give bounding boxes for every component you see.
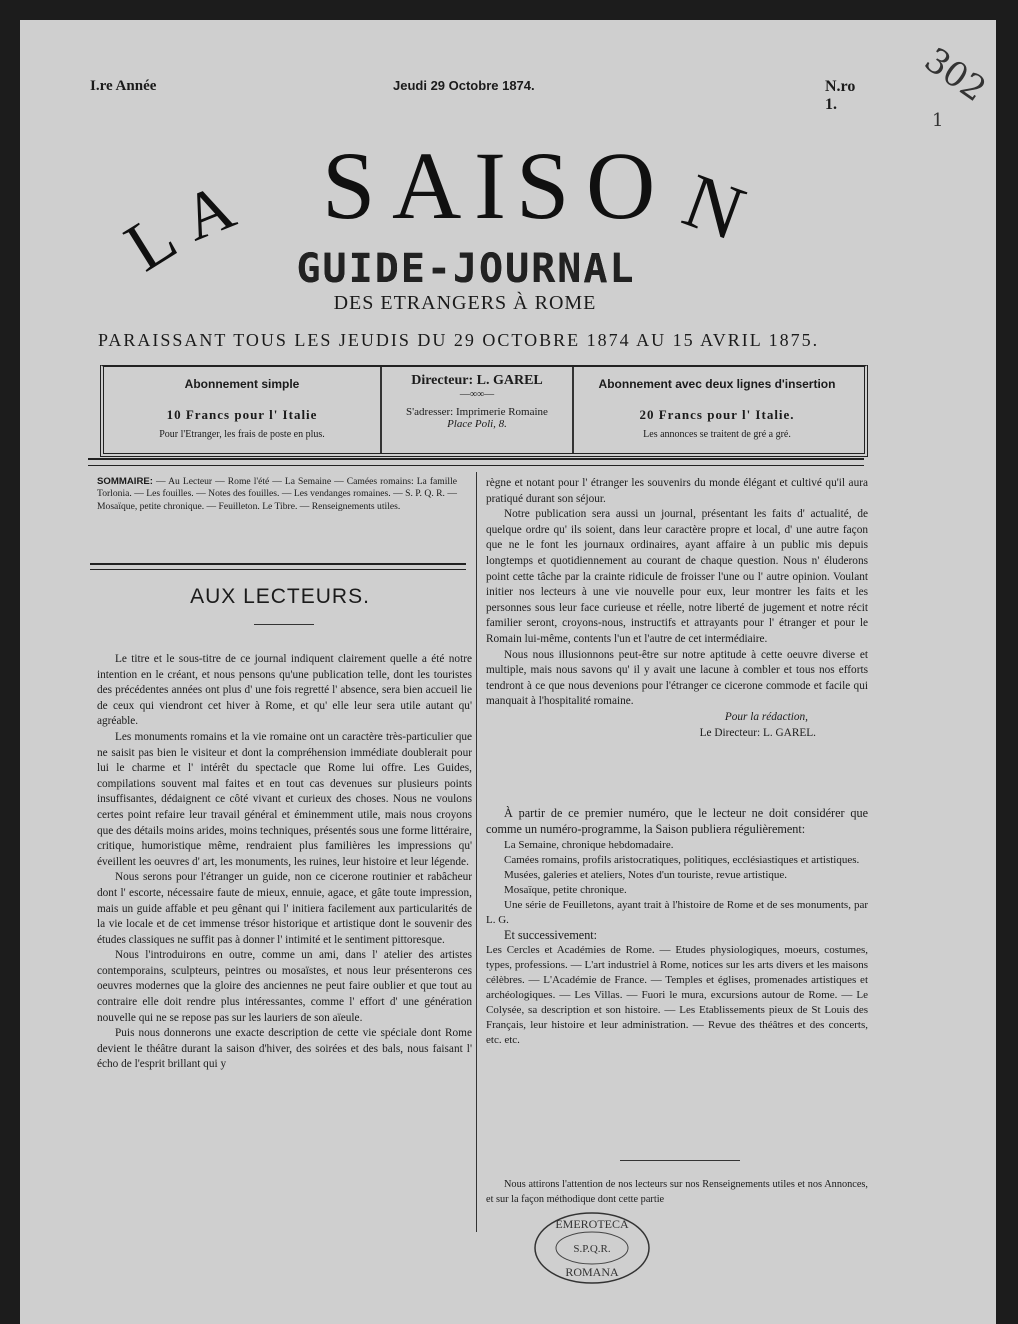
paragraph: Notre publication sera aussi un journal, présentant les faits d' actualité, de quelque ordre qu' ils soient, dans leur caractère propre et local, d' une autre façon que ne le font les journaux ordinaires, ayant affaire à un public mis depuis longtemps et quotidiennement au courant de chaque question. Nous n' éluderons point cette tâche par la crainte ridicule de froisser l'une ou l' autre opinion. Voulant initier nos lecteurs à une vie nouvelle pour eux, leur montrer les faits et les personnes sous leur face curieuse et réelle, notre liberté de jugement et notre récit familier seront, croyons-nous, instructifs et attrayants pour l' étranger et pour le Romain lui-même, contents l'un et l'autre de cet intermédiaire.	[486, 508, 868, 645]
article-left-column	[97, 652, 472, 1073]
insertion-subscription-heading: Abonnement avec deux lignes d'insertion	[598, 377, 836, 391]
masthead-subtitle-2: DES ETRANGERS À ROME	[333, 292, 597, 314]
title-letter: L	[112, 198, 190, 287]
title-letter: I	[474, 132, 506, 239]
footer-paragraph: Nous attirons l'attention de nos lecteurs sur nos Renseignements utiles et nos Annonces, et sur la façon méthodique dont cette partie	[486, 1179, 868, 1205]
programme-item: Une série de Feuilletons, ayant trait à l'histoire de Rome et de ses monuments, par L. G.	[486, 898, 868, 926]
signature-line-2: Le Directeur: L. GAREL.	[699, 726, 816, 739]
programme-item: Camées romains, profils aristocratiques, politiques, ecclésiastiques et artistiques.	[504, 853, 860, 866]
subscription-box	[100, 365, 868, 457]
footer-note	[486, 1177, 868, 1207]
simple-subscription	[104, 367, 382, 453]
sommaire-rule	[90, 563, 466, 570]
title-letter: S	[516, 132, 570, 239]
svg-text:EMEROTECA: EMEROTECA	[555, 1217, 629, 1231]
programme-list: Les Cercles et Académies de Rome. — Etudes physiologiques, moeurs, costumes, types, professions. — L'art industriel à Rome, notices sur les arts divers et les maisons célèbres. — L'Académie de France. — Temples et églises, promenades artistiques et archéologiques. — Les Villas. — Fuori le mura, excursions autour de Rome. — Le Colysée, sa description et son histoire. — Les Etablissements pieux de St Louis des Français, leur histoire et leur administration. — Revue des théâtres et des concerts, etc. etc.	[486, 944, 868, 1047]
handwritten-page-number: 1	[932, 110, 944, 131]
insertion-subscription-note: Les annonces se traitent de gré a gré.	[643, 429, 791, 440]
simple-subscription-price: 10 Francs pour l' Italie	[166, 407, 318, 422]
publication-dates: PARAISSANT TOUS LES JEUDIS DU 29 OCTOBRE 1874 AU 15 AVRIL 1875.	[98, 330, 820, 350]
title-letter: N	[672, 156, 756, 258]
director-place: Place Poli, 8.	[447, 418, 507, 430]
svg-text:S.P.Q.R.: S.P.Q.R.	[573, 1243, 611, 1255]
stamp-seal-icon	[532, 1210, 652, 1286]
director-info	[382, 367, 574, 453]
programme-intro: À partir de ce premier numéro, que le lecteur ne doit considérer que comme un numéro-programme, la Saison publiera régulièrement:	[486, 806, 868, 836]
library-stamp	[532, 1210, 652, 1286]
simple-subscription-note: Pour l'Etranger, les frais de poste en plus.	[159, 429, 325, 440]
insertion-subscription	[574, 367, 860, 453]
sommaire-text: — Au Lecteur — Rome l'été — La Semaine — Camées romains: La famille Torlonia. — Les fouilles. — Notes des fouilles. — Les vendanges romaines. — S. P. Q. R. — Mosaïque, petite chronique. — Feuilleton. Le Tibre. — Renseignements utiles.	[97, 476, 457, 512]
title-letter: A	[172, 169, 245, 256]
svg-text:ROMANA: ROMANA	[565, 1265, 619, 1279]
successivement: Et successivement:	[504, 927, 598, 942]
paragraph: Les monuments romains et la vie romaine ont un caractère très-particulier que ne saisit pas bien le visiteur et dont la compréhension immédiate doublerait pour lui le charme et l' intérêt du spectacle que Rome lui offre. Les Guides, compilations souvent mal faites et en tout cas devenues sur plusieurs points insuffisantes, dédaignent ce côté vivant et curieux des choses. Nous ne voulons certes point refaire leur travail général et éminemment utile, mais nous croyons que des détails moins arides, moins techniques, présentés sous une forme littéraire, critique, humoristique même, rendraient plus familières les impressions qu' éveillent les oeuvres d' art, les monuments, les ruines, leur histoire et leur légende.	[97, 730, 472, 868]
simple-subscription-heading: Abonnement simple	[184, 377, 300, 391]
sommaire	[97, 476, 457, 513]
sommaire-label: SOMMAIRE:	[97, 476, 153, 487]
masthead-subtitle: GUIDE-JOURNAL	[296, 246, 636, 292]
article-heading: AUX LECTEURS.	[190, 585, 370, 608]
programme-item: La Semaine, chronique hebdomadaire.	[504, 838, 674, 851]
title-letter: O	[586, 132, 656, 239]
paragraph: Le titre et le sous-titre de ce journal indiquent clairement quelle a été notre intention en le créant, et nous pensons qu'une publication telle, dont les touristes des précédentes années ont plus d' une fois regretté l' absence, sera bien accueil lie de ceux qui viendront cet hiver à Rome, et qu' elle leur sera utile autant qu' agréable.	[97, 653, 472, 728]
paragraph: Nous serons pour l'étranger un guide, non ce cicerone routinier et rabâcheur dont l' escorte, nécessaire faute de mieux, ennuie, agace, et gâte toute impression, mais un guide affable et peu gênant qui l' initiera facilement aux particularités de la vie locale et de cet immense trésor historique et artistique dont le souvenir des études classiques ne suffit pas à donner l' intimité et le sentiment pittoresque.	[97, 871, 472, 946]
title-letter: S	[322, 132, 376, 239]
paragraph: règne et notant pour l' étranger les souvenirs du monde élégant et cultivé qu'il aura pratiqué durant son séjour.	[486, 477, 868, 505]
signature-line-1: Pour la rédaction,	[724, 710, 808, 723]
director-heading: Directeur: L. GAREL	[411, 373, 543, 388]
header-rule	[88, 458, 864, 466]
issue-date: Jeudi 29 Octobre 1874.	[393, 78, 535, 93]
paragraph: Nous nous illusionnons peut-être sur notre aptitude à cette oeuvre diverse et multiple, mais nous savons qu' il y avait une lacune à combler et tous nos efforts tendront à ce que nous devenions pour l'étranger ce cicerone commode et facile qui manquait à l'hospitalité romaine.	[486, 648, 868, 708]
year-label: I.re Année	[90, 78, 157, 94]
paragraph: Nous l'introduirons en outre, comme un ami, dans l' atelier des artistes contemporains, sculpteurs, peintres ou mosaïstes, et nous leur présenterons ces oeuvres modernes que la gloire des anciennes ne peut faire oublier et que tout au contraire elle doit rendre plus intéressantes, comme l' effort d' une génération nouvelle qui ne se repose pas sur les lauriers de son aïeule.	[97, 949, 472, 1024]
column-divider	[476, 472, 477, 1232]
programme-item: Mosaïque, petite chronique.	[504, 883, 627, 896]
article-right-column	[486, 476, 868, 741]
ornament-icon: —∞∞—	[459, 389, 495, 400]
newspaper-page	[20, 20, 996, 1324]
title-letter: A	[392, 132, 462, 239]
heading-rule	[254, 624, 314, 625]
director-address: S'adresser: Imprimerie Romaine	[406, 406, 548, 418]
issue-number: N.ro 1.	[825, 78, 856, 113]
paragraph: Puis nous donnerons une exacte description de cette vie spéciale dont Rome devient le théâtre durant la saison d'hiver, des soirées et des bals, nous faisant l' écho de l'esprit brillant qui y	[97, 1027, 472, 1071]
insertion-subscription-price: 20 Francs pour l' Italie.	[639, 407, 795, 422]
programme-section	[486, 806, 868, 1048]
section-rule	[620, 1160, 740, 1161]
programme-item: Musées, galeries et ateliers, Notes d'un touriste, revue artistique.	[504, 868, 788, 881]
handwritten-archive-number: 302	[917, 40, 994, 110]
